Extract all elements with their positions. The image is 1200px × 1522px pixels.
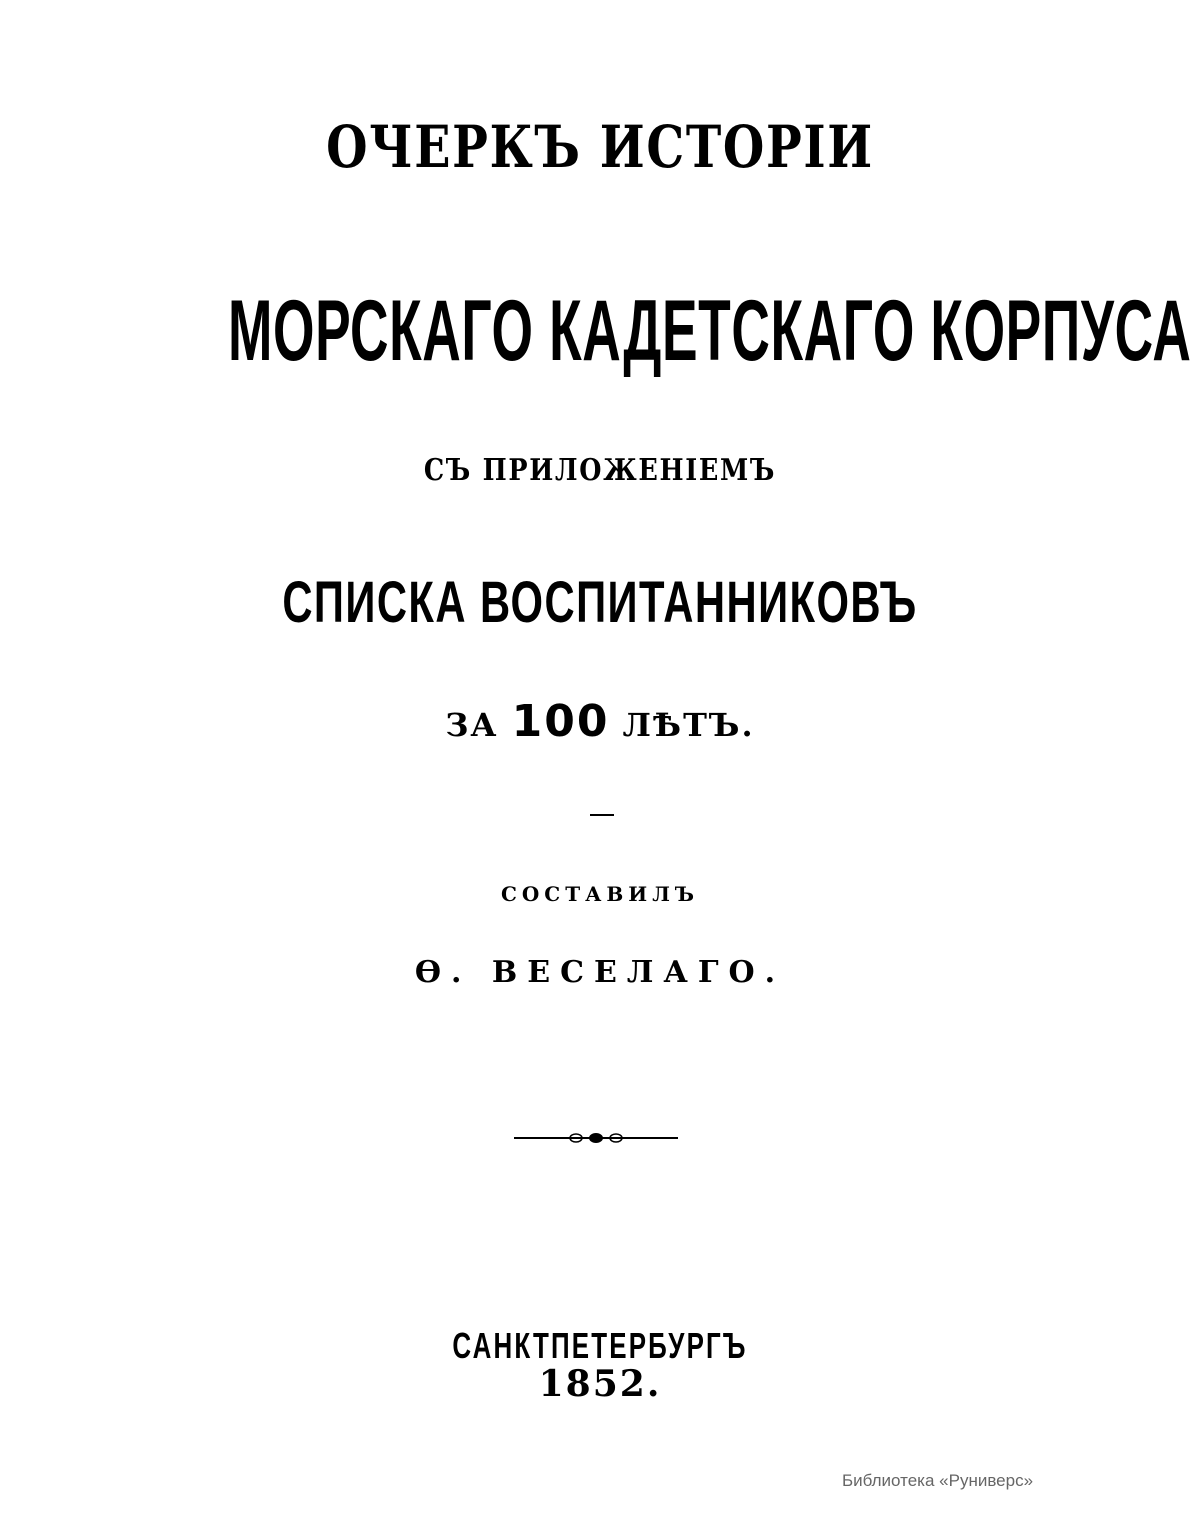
subtitle-line-3 <box>0 696 1200 747</box>
imprint-year: 1852. <box>538 1363 662 1405</box>
ornament-divider <box>514 1128 678 1148</box>
subtitle-line-1: СЪ ПРИЛОЖЕНІЕМЪ <box>423 453 777 488</box>
subtitle-line-2: СПИСКА ВОСПИТАННИКОВЪ <box>282 570 918 635</box>
title-line-1: ОЧЕРКЪ ИСТОРІИ <box>326 113 874 181</box>
title-line-2: МОРСКАГО КАДЕТСКАГО КОРПУСА <box>228 283 1192 379</box>
library-watermark: Библиотека «Руниверс» <box>842 1471 1034 1490</box>
subtitle-suffix: ЛѢТЪ. <box>622 706 755 744</box>
subtitle-prefix: ЗА <box>445 706 499 744</box>
separator-dash <box>590 814 614 816</box>
imprint-city: САНКТПЕТЕРБУРГЪ <box>452 1325 748 1366</box>
compiled-by-label: СОСТАВИЛЪ <box>500 882 700 906</box>
author-name: Ѳ. ВЕСЕЛАГО. <box>414 955 786 990</box>
subtitle-number: 100 <box>511 696 610 747</box>
